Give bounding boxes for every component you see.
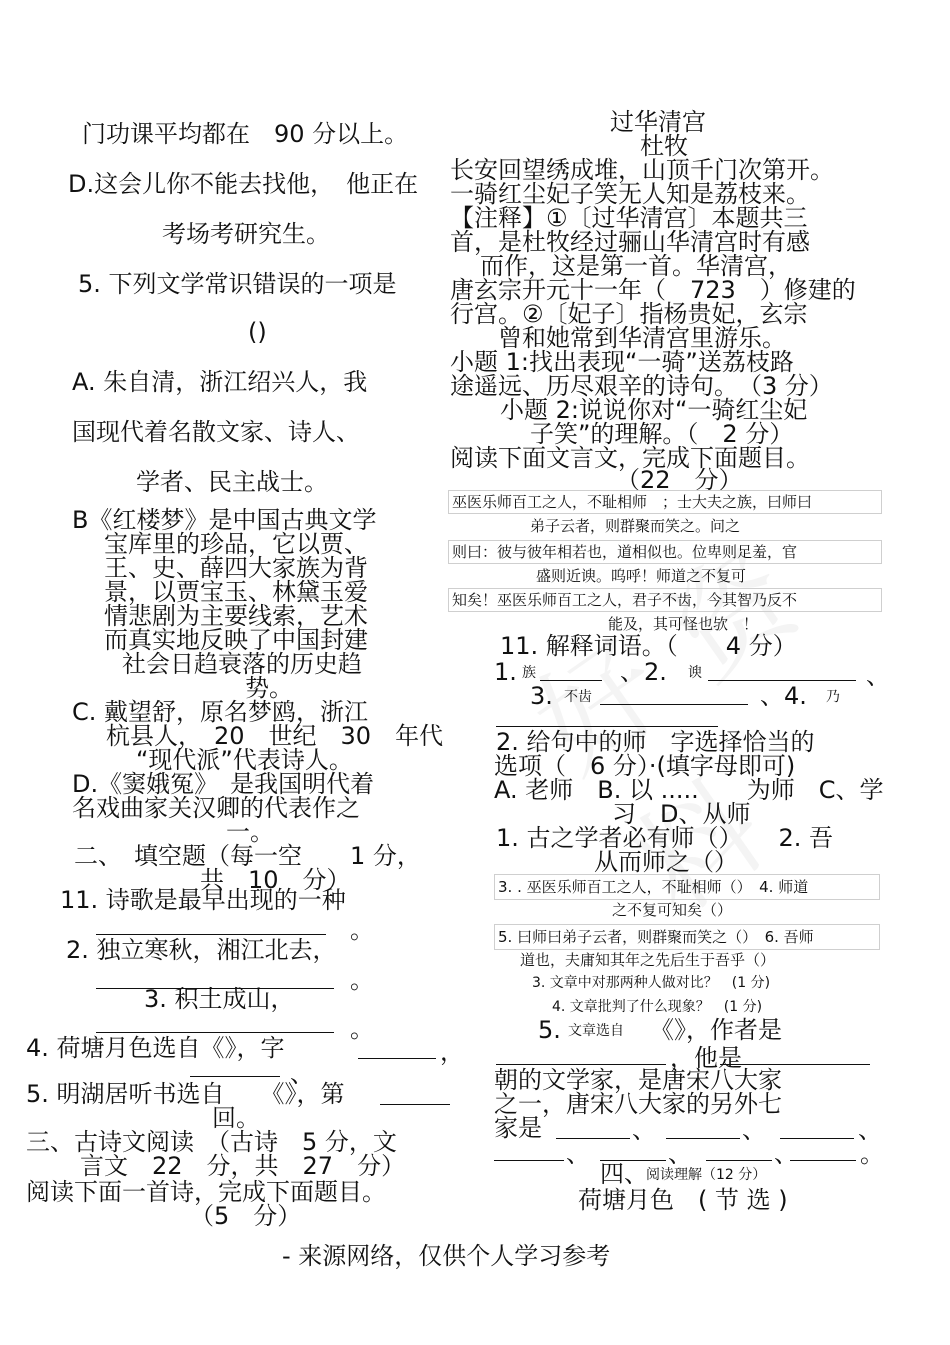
choose-heading: 2. 给句中的师 字选择恰当的	[496, 728, 815, 756]
explain-1-word: 族	[522, 665, 536, 681]
choose-options-2: 习 D、从师	[612, 800, 751, 828]
fill-3-end: 。	[350, 1015, 374, 1043]
section-2-heading: 二、 填空题（每一空 1 分，	[74, 842, 421, 870]
left-line-3: 考场考研究生。	[162, 220, 330, 248]
writer-blank-6	[706, 1160, 772, 1161]
question-5-label: 文章选自	[568, 1023, 624, 1039]
note-5: 行宫。②〔妃子〕指杨贵妃，玄宗	[450, 300, 808, 328]
fill-2: 2. 独立寒秋，湘江北去，	[66, 936, 337, 964]
choose-4: 之不复可知矣（）	[612, 901, 733, 919]
question-3: 3. 文章中对那两种人做对比？ (1 分)	[532, 975, 771, 991]
choose-instruction: 选项（ 6 分）·(填字母即可)	[494, 752, 796, 780]
writer-blank-4	[494, 1160, 564, 1161]
fill-3-blank	[96, 1032, 334, 1033]
choose-2: 从而师之（）	[594, 848, 738, 876]
footer-note: - 来源网络，仅供个人学习参考	[282, 1242, 611, 1270]
explain-2-blank	[708, 680, 856, 681]
choose-1: 1. 古之学者必有师（） 2. 吾	[496, 824, 834, 852]
option-c-1: C. 戴望舒，原名梦鸥，浙江	[72, 698, 369, 726]
poem-q2b: 子笑”的理解。（ 2 分）	[530, 420, 794, 448]
option-a-3: 学者、民主战士。	[136, 468, 328, 496]
writer-sep-6: 、	[774, 1140, 798, 1168]
question-5-line-4: 家是	[494, 1114, 542, 1142]
question-5: 5. 下列文学常识错误的一项是	[78, 270, 397, 298]
left-line-1: 门功课平均都在 90 分以上。	[82, 120, 409, 148]
option-b-7: 社会日趋衰落的历史趋	[122, 650, 362, 678]
option-b-1: B《红楼梦》是中国古典文学	[72, 506, 377, 534]
poem-q1a: 小题 1:找出表现“一骑”送荔枝路	[450, 348, 794, 376]
section-4-heading: 阅读理解（12 分）	[646, 1167, 767, 1183]
option-c-3: “现代派”代表诗人。	[136, 746, 353, 774]
option-b-2: 宝库里的珍品，它以贾、	[104, 530, 368, 558]
fill-3: 3. 积土成山，	[144, 985, 295, 1013]
writer-sep-5: 、	[668, 1140, 692, 1168]
fill-1: 11. 诗歌是最早出现的一种	[60, 886, 346, 914]
fill-4b-blank	[190, 1076, 280, 1077]
section-4-num: 四、	[600, 1160, 648, 1188]
poem-q2a: 小题 2:说说你对“一骑红尘妃	[500, 396, 808, 424]
option-b-5: 情悲剧为主要线索，艺术	[104, 602, 368, 630]
choose-options: A. 老师 B. 以 ..... 为师 C、学	[494, 776, 884, 804]
classical-instruction: 阅读下面文言文，完成下面题目。	[450, 444, 810, 472]
passage-line-2: 弟子云者，则群聚而笑之。问之	[530, 517, 741, 535]
question-5-paren: ()	[248, 318, 267, 346]
explain-2-num: 、2.	[620, 658, 667, 686]
fill-4-blank	[358, 1058, 436, 1059]
explain-3-blank	[600, 704, 748, 705]
poem-title: 过华清宫	[610, 108, 706, 136]
writer-sep-2: 、	[742, 1116, 766, 1144]
note-1: 【注释】①〔过华清宫〕本题共三	[450, 204, 808, 232]
question-5-dynasty-blank	[720, 1064, 870, 1065]
question-5-author-blank	[496, 1064, 666, 1065]
section-3-points: （5 分）	[190, 1202, 302, 1230]
classical-points: （22 分）	[616, 466, 743, 494]
option-b-6: 而真实地反映了中国封建	[104, 626, 368, 654]
writer-sep-4: 、	[566, 1140, 590, 1168]
poem-q1b: 途遥远、历尽艰辛的诗句。 （3 分）	[450, 372, 833, 400]
explain-2-sep: 、	[866, 662, 890, 690]
question-5-he: ，他是	[670, 1044, 742, 1072]
choose-5: 5. 曰师曰弟子云者，则群聚而笑之（） 6. 吾师	[498, 928, 814, 946]
section-2-sub: 共 10 分）	[200, 866, 351, 894]
explain-4-blank	[496, 726, 718, 727]
section-3-heading: 三、古诗文阅读 （古诗 5 分，文	[26, 1128, 397, 1156]
writer-blank-1	[556, 1138, 630, 1139]
writer-end: 。	[860, 1140, 884, 1168]
passage-line-6: 能及，其可怪也欤 ！	[608, 615, 759, 633]
note-3: 而作，这是第一首。华清宫，	[480, 252, 792, 280]
fill-1-end: 。	[350, 916, 374, 944]
section-3-instruction: 阅读下面一首诗，完成下面题目。	[26, 1178, 386, 1206]
option-d-3: 一。	[226, 818, 274, 846]
option-b-4: 景，以贾宝玉、林黛玉爱	[104, 578, 368, 606]
explain-2-word: 谀	[688, 665, 702, 681]
fill-5-blank	[380, 1104, 450, 1105]
fill-5: 5. 明湖居听书选自 《》，第	[26, 1080, 345, 1108]
note-4: 唐玄宗开元十一年（ 723 ）修建的	[450, 276, 856, 304]
explain-1-blank	[540, 680, 602, 681]
passage-line-1: 巫医乐师百工之人，不耻相师 ；士大夫之族，曰师曰	[452, 493, 813, 511]
writer-sep-3: 、	[858, 1116, 882, 1144]
fill-4: 4. 荷塘月色选自《》，字	[26, 1034, 285, 1062]
choose-3: 3. . 巫医乐师百工之人，不耻相师（） 4. 师道	[498, 878, 809, 896]
explain-3-num: 3.	[530, 682, 553, 710]
option-b-3: 王、史、薛四大家族为背	[104, 554, 368, 582]
fill-4-end: ，	[440, 1038, 464, 1066]
option-a-2: 国现代着名散文家、诗人、	[72, 418, 360, 446]
explain-4-num: 、4.	[760, 682, 807, 710]
explain-4-word: 乃	[826, 689, 840, 705]
left-option-d: D.这会儿你不能去找他， 他正在	[68, 170, 419, 198]
question-5-source: 《》，作者是	[650, 1016, 782, 1044]
question-5-num: 5.	[538, 1016, 561, 1044]
choose-6: 道也，夫庸知其年之先后生于吾乎（）	[520, 951, 776, 969]
writer-sep-1: 、	[632, 1116, 656, 1144]
passage-line-4: 盛则近谀。呜呼！师道之不复可	[536, 567, 747, 585]
writer-blank-7	[790, 1160, 856, 1161]
question-4: 4. 文章批判了什么现象？ (1 分)	[552, 999, 763, 1015]
fill-4b: 、	[290, 1060, 314, 1088]
section-3-sub: 言文 22 分，共 27 分）	[80, 1152, 406, 1180]
question-5-line-3: 之一，唐宋八大家的另外七	[494, 1090, 782, 1118]
note-6: 曾和她常到华清宫里游乐。	[498, 324, 786, 352]
passage-line-5: 知矣！巫医乐师百工之人，君子不齿，今其智乃反不	[452, 591, 798, 609]
fill-2-end: 。	[350, 966, 374, 994]
explain-heading: 11. 解释词语。（ 4 分）	[500, 632, 797, 660]
section-4-title: 荷塘月色 ( 节 选 )	[578, 1186, 788, 1214]
writer-blank-3	[780, 1138, 854, 1139]
passage-line-3: 则曰：彼与彼年相若也，道相似也。位卑则足羞，官	[452, 543, 798, 561]
fill-1-blank	[96, 934, 326, 935]
writer-blank-2	[666, 1138, 740, 1139]
question-5-line-2: 朝的文学家，是唐宋八大家	[494, 1066, 782, 1094]
fill-5-b: 回。	[212, 1104, 260, 1132]
note-2: 首，是杜牧经过骊山华清宫时有感	[450, 228, 810, 256]
explain-3-word: 不齿	[564, 689, 592, 705]
explain-1-num: 1.	[494, 658, 517, 686]
poem-line-2: 一骑红尘妃子笑无人知是荔枝来。	[450, 180, 810, 208]
option-d-1: D.《窦娥冤》 是我国明代着	[72, 770, 375, 798]
option-d-2: 名戏曲家关汉卿的代表作之	[72, 794, 360, 822]
option-a-1: A. 朱自清，浙江绍兴人，我	[72, 368, 368, 396]
option-c-2: 杭县人， 20 世纪 30 年代	[106, 722, 444, 750]
poem-line-1: 长安回望绣成堆，山顶千门次第开。	[450, 156, 834, 184]
option-b-8: 势。	[245, 674, 293, 702]
poem-author: 杜牧	[640, 132, 688, 160]
